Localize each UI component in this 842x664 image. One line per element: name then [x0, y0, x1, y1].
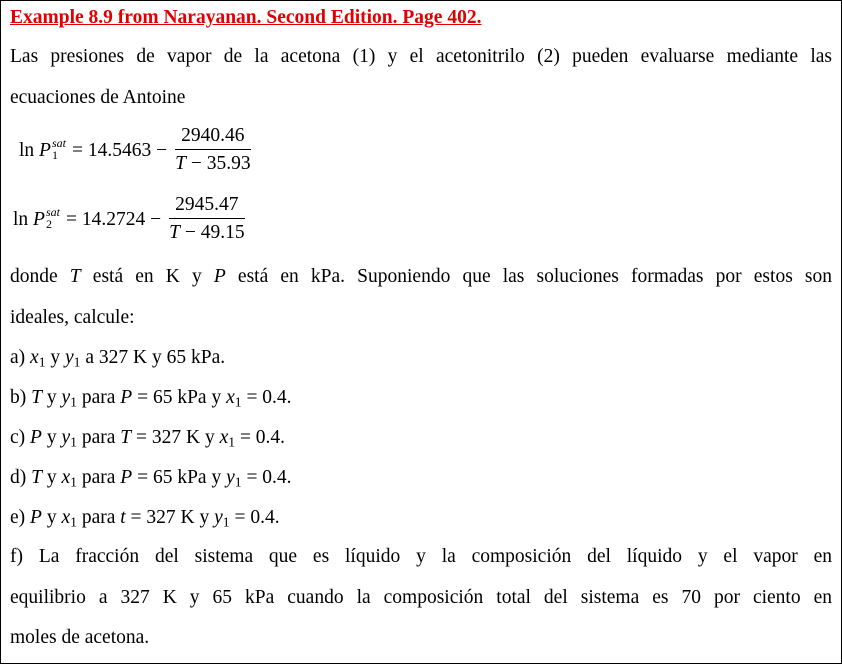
component-subscript: 2: [45, 216, 52, 231]
sat-superscript: sat: [45, 204, 60, 219]
fraction: [169, 123, 256, 178]
fraction-numerator: 2940.46: [175, 123, 250, 150]
pressure-var: P: [33, 208, 45, 230]
item-d: d) T y $x_1$ para P = 65 kPa y $y_1 = 0.4$.: [10, 467, 292, 490]
constant-term: = 14.2724 −: [65, 208, 162, 230]
sat-supsub: [46, 206, 60, 230]
component-subscript: 1: [51, 147, 58, 162]
intro-line-2: ecuaciones de Antoine: [10, 87, 186, 108]
example-title: Example 8.9 from Narayanan. Second Edition. Page 402.: [10, 7, 482, 28]
intro-line-1: Las presiones de vapor de la acetona (1) y el acetonitrilo (2) pueden evaluarse mediante las: [10, 46, 832, 67]
antoine-equation-2: [13, 192, 251, 247]
antoine-equation-1: [19, 123, 257, 178]
pressure-var: P: [39, 139, 51, 161]
item-f-line-1: f) La fracción del sistema que es líquido y la composición del líquido y el vapor en: [10, 546, 832, 567]
item-c: c) P y $y_1$ para T = 327 K y $x_1 = 0.4$.: [10, 427, 286, 450]
constant-term: = 14.5463 −: [71, 139, 168, 161]
fraction-denominator: T − 49.15: [169, 222, 245, 243]
fraction-denominator: T − 35.93: [175, 153, 251, 174]
sat-supsub: [52, 137, 66, 161]
item-f-line-3: moles de acetona.: [10, 627, 150, 648]
body-line-1: donde T está en K y P está en kPa. Suponiendo que las soluciones formadas por estos son: [10, 266, 832, 287]
item-e: e) P y $x_1$ para t = 327 K y $y_1 = 0.4$.: [10, 507, 280, 530]
fraction-numerator: 2945.47: [169, 192, 244, 219]
item-f-line-2: equilibrio a 327 K y 65 kPa cuando la composición total del sistema es 70 por ciento en: [10, 587, 832, 608]
item-a: a) $x_1$ y $y_1$ a 327 K y 65 kPa.: [10, 347, 226, 370]
ln-label: ln: [13, 208, 29, 230]
body-line-2: ideales, calcule:: [10, 307, 135, 328]
ln-label: ln: [19, 139, 35, 161]
sat-superscript: sat: [51, 135, 66, 150]
item-b: b) T y $y_1$ para P = 65 kPa y $x_1 = 0.4$.: [10, 387, 292, 410]
fraction: [163, 192, 250, 247]
